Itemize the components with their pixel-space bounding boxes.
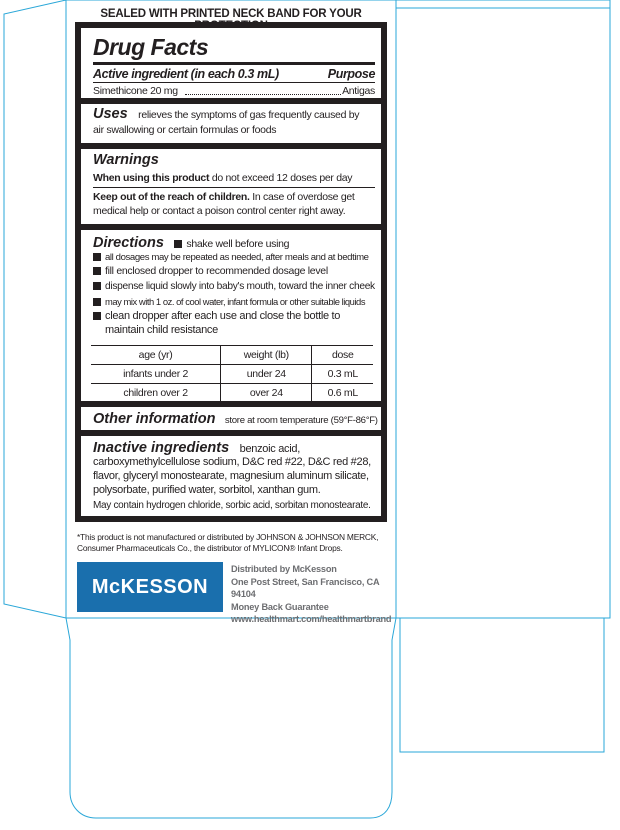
inactive-ingredients-section (81, 436, 381, 516)
mckesson-logo (77, 562, 223, 612)
table-cell: under 24 (221, 365, 312, 384)
directions-heading: Directions (93, 235, 164, 251)
active-rule (93, 82, 375, 83)
keep-out-text-1: In case of overdose get (252, 191, 355, 203)
other-information-text: store at room temperature (59°F-86°F) (224, 415, 378, 426)
direction-item: clean dropper after each use and close the bottle to (105, 310, 341, 322)
uses-line-2: air swallowing or certain formulas or foods (93, 124, 277, 136)
disclaimer-line-2: Consumer Pharmaceuticals Co., the distributor of MYLICON® Infant Drops. (77, 543, 343, 553)
distributor-info (231, 563, 396, 626)
drug-facts-title: Drug Facts (93, 34, 209, 60)
front-panel (66, 0, 396, 624)
inactive-line-3: flavor, glyceryl monostearate, magnesium aluminum silicate, (93, 470, 369, 482)
table-header: dose (312, 346, 373, 365)
table-header: age (yr) (91, 346, 221, 365)
bullet-square-icon (93, 298, 101, 306)
warnings-section (81, 149, 381, 224)
distributed-by: Distributed by McKesson (231, 564, 337, 574)
table-cell: children over 2 (91, 384, 221, 403)
inactive-line-4: polysorbate, purified water, sorbitol, xanthan gum. (93, 484, 321, 496)
table-cell: 0.6 mL (312, 384, 373, 403)
bullet-square-icon (93, 253, 101, 261)
dot-leader (185, 94, 341, 95)
uses-section (81, 104, 381, 143)
table-header-row (91, 346, 373, 365)
seal-band-text: SEALED WITH PRINTED NECK BAND FOR YOUR (100, 8, 362, 20)
bullet-square-icon (174, 240, 182, 248)
directions-section (81, 230, 381, 401)
inactive-ingredients-heading: Inactive ingredients (93, 440, 230, 456)
purpose-heading: Purpose (327, 67, 375, 81)
direction-item-continued: maintain child resistance (105, 324, 218, 336)
direction-item: may mix with 1 oz. of cool water, infant formula or other suitable liquids (105, 296, 366, 307)
money-back-guarantee: Money Back Guarantee (231, 601, 329, 612)
disclaimer-note (77, 532, 378, 554)
logo-text: McKESSON (91, 575, 209, 598)
warnings-rule (93, 187, 375, 188)
drug-facts-header (81, 28, 381, 98)
purpose-value: Antigas (342, 85, 375, 97)
uses-line-1: relieves the symptoms of gas frequently caused by (138, 109, 360, 121)
uses-heading: Uses (93, 106, 128, 122)
inactive-line-2: carboxymethylcellulose sodium, D&C red #22, D&C red #28, (93, 456, 371, 468)
other-information-heading: Other information (93, 411, 216, 427)
table-row (91, 365, 373, 384)
bullet-square-icon (93, 267, 101, 275)
table-cell: 0.3 mL (312, 365, 373, 384)
direction-item: fill enclosed dropper to recommended dosage level (105, 265, 328, 277)
dosage-table (91, 345, 373, 403)
when-using-bold: When using this product (93, 172, 210, 184)
direction-item: all dosages may be repeated as needed, after meals and at bedtime (105, 252, 369, 263)
keep-out-bold: Keep out of the reach of children. (93, 191, 250, 203)
active-ingredient-heading: Active ingredient (in each 0.3 mL) (93, 67, 279, 81)
keep-out-text-2: medical help or contact a poison control center right away. (93, 205, 346, 217)
inactive-line-1: benzoic acid, (239, 443, 300, 455)
direction-item: dispense liquid slowly into baby's mouth, toward the inner cheek (105, 281, 375, 292)
bullet-square-icon (93, 282, 101, 290)
warnings-heading: Warnings (93, 152, 159, 168)
other-information-section (81, 407, 381, 430)
disclaimer-line-1: *This product is not manufactured or distributed by JOHNSON & JOHNSON MERCK, (77, 532, 379, 542)
distributor-address: One Post Street, San Francisco, CA 94104 (231, 576, 380, 599)
header-rule (93, 62, 375, 65)
distributor-url: www.healthmart.com/healthmartbrand (231, 614, 392, 624)
table-cell: infants under 2 (91, 365, 221, 384)
table-row (91, 384, 373, 403)
when-using-text: do not exceed 12 doses per day (211, 172, 353, 184)
direction-item: shake well before using (186, 238, 290, 250)
active-ingredient-name: Simethicone 20 mg (93, 85, 178, 97)
inactive-line-5: May contain hydrogen chloride, sorbic acid, sorbitan monostearate. (93, 500, 371, 511)
bullet-square-icon (93, 312, 101, 320)
drug-facts-box (75, 22, 387, 522)
table-header: weight (lb) (221, 346, 312, 365)
table-cell: over 24 (221, 384, 312, 403)
